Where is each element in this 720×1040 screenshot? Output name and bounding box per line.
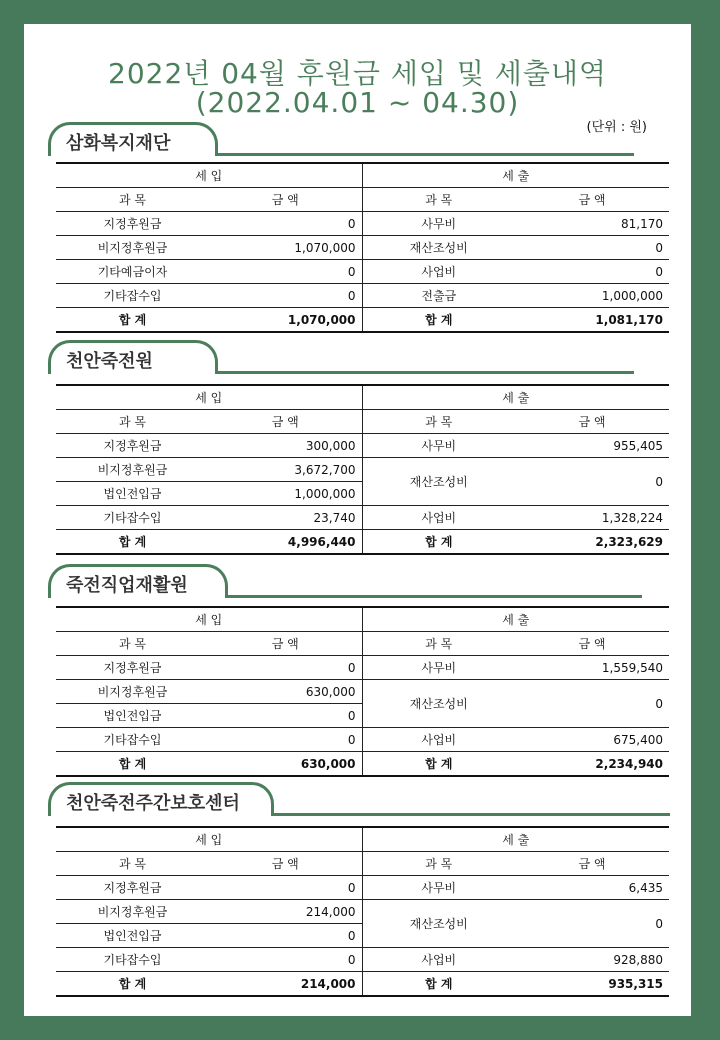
cell: 사업비 xyxy=(362,260,515,284)
total-label: 합 계 xyxy=(362,752,515,777)
table-row xyxy=(56,948,669,972)
col-amount: 금 액 xyxy=(515,852,669,876)
document-title: 2022년 04월 후원금 세입 및 세출내역 xyxy=(108,57,607,90)
total-label: 합 계 xyxy=(56,308,209,333)
table-row xyxy=(56,236,669,260)
cell: 0 xyxy=(209,212,362,236)
cell: 법인전입금 xyxy=(56,482,209,506)
cell: 3,672,700 xyxy=(209,458,362,482)
section-tab xyxy=(48,122,218,154)
table-row xyxy=(56,876,669,900)
cell: 재산조성비 xyxy=(362,680,515,728)
budget-table xyxy=(56,826,669,997)
section-tab xyxy=(48,340,218,372)
section-title: 죽전직업재활원 xyxy=(66,575,188,596)
col-amount: 금 액 xyxy=(209,410,362,434)
cell: 0 xyxy=(209,656,362,680)
col-subject: 과 목 xyxy=(56,852,209,876)
cell: 0 xyxy=(209,704,362,728)
table-row xyxy=(56,284,669,308)
total-label: 합 계 xyxy=(56,752,209,777)
income-header: 세 입 xyxy=(56,163,362,188)
cell: 재산조성비 xyxy=(362,900,515,948)
cell: 기타잡수입 xyxy=(56,728,209,752)
col-subject: 과 목 xyxy=(362,410,515,434)
cell: 사무비 xyxy=(362,876,515,900)
total-label: 합 계 xyxy=(362,972,515,997)
cell: 0 xyxy=(515,458,669,506)
section-tab xyxy=(48,782,274,814)
unit-label: (단위 : 원) xyxy=(586,120,647,135)
col-amount: 금 액 xyxy=(209,852,362,876)
cell: 기타잡수입 xyxy=(56,506,209,530)
cell: 기타잡수입 xyxy=(56,948,209,972)
cell: 비지정후원금 xyxy=(56,900,209,924)
table-row xyxy=(56,434,669,458)
cell: 955,405 xyxy=(515,434,669,458)
cell: 법인전입금 xyxy=(56,704,209,728)
cell: 0 xyxy=(515,260,669,284)
total-row xyxy=(56,530,669,555)
section-tab xyxy=(48,564,228,596)
income-total: 630,000 xyxy=(209,752,362,777)
expense-total: 2,234,940 xyxy=(515,752,669,777)
income-total: 214,000 xyxy=(209,972,362,997)
cell: 0 xyxy=(209,876,362,900)
cell: 0 xyxy=(515,900,669,948)
cell: 지정후원금 xyxy=(56,434,209,458)
budget-table xyxy=(56,384,669,555)
col-amount: 금 액 xyxy=(209,632,362,656)
table-row xyxy=(56,506,669,530)
cell: 1,000,000 xyxy=(515,284,669,308)
col-subject: 과 목 xyxy=(362,852,515,876)
table-row xyxy=(56,900,669,924)
cell: 675,400 xyxy=(515,728,669,752)
income-header: 세 입 xyxy=(56,607,362,632)
table-row xyxy=(56,212,669,236)
col-amount: 금 액 xyxy=(515,410,669,434)
cell: 사업비 xyxy=(362,728,515,752)
income-total: 4,996,440 xyxy=(209,530,362,555)
cell: 사업비 xyxy=(362,948,515,972)
income-header: 세 입 xyxy=(56,827,362,852)
cell: 기타잡수입 xyxy=(56,284,209,308)
cell: 0 xyxy=(209,948,362,972)
cell: 630,000 xyxy=(209,680,362,704)
cell: 1,559,540 xyxy=(515,656,669,680)
total-row xyxy=(56,972,669,997)
cell: 0 xyxy=(209,924,362,948)
expense-header: 세 출 xyxy=(362,385,669,410)
expense-header: 세 출 xyxy=(362,163,669,188)
cell: 사무비 xyxy=(362,212,515,236)
table-row xyxy=(56,458,669,482)
total-label: 합 계 xyxy=(56,530,209,555)
col-subject: 과 목 xyxy=(362,632,515,656)
col-amount: 금 액 xyxy=(515,188,669,212)
cell: 사무비 xyxy=(362,656,515,680)
cell: 6,435 xyxy=(515,876,669,900)
section-title: 천안죽전원 xyxy=(66,351,153,372)
col-subject: 과 목 xyxy=(362,188,515,212)
cell: 0 xyxy=(209,284,362,308)
total-row xyxy=(56,308,669,333)
cell: 214,000 xyxy=(209,900,362,924)
document-page xyxy=(24,24,691,1016)
cell: 1,000,000 xyxy=(209,482,362,506)
cell: 비지정후원금 xyxy=(56,458,209,482)
cell: 928,880 xyxy=(515,948,669,972)
cell: 0 xyxy=(209,260,362,284)
total-label: 합 계 xyxy=(56,972,209,997)
total-row xyxy=(56,752,669,777)
col-subject: 과 목 xyxy=(56,188,209,212)
total-label: 합 계 xyxy=(362,530,515,555)
cell: 사업비 xyxy=(362,506,515,530)
expense-header: 세 출 xyxy=(362,827,669,852)
cell: 1,328,224 xyxy=(515,506,669,530)
col-amount: 금 액 xyxy=(515,632,669,656)
expense-total: 1,081,170 xyxy=(515,308,669,333)
income-total: 1,070,000 xyxy=(209,308,362,333)
cell: 법인전입금 xyxy=(56,924,209,948)
budget-table xyxy=(56,162,669,333)
cell: 0 xyxy=(515,680,669,728)
cell: 사무비 xyxy=(362,434,515,458)
cell: 0 xyxy=(209,728,362,752)
expense-total: 935,315 xyxy=(515,972,669,997)
cell: 기타예금이자 xyxy=(56,260,209,284)
cell: 300,000 xyxy=(209,434,362,458)
total-label: 합 계 xyxy=(362,308,515,333)
section-title: 삼화복지재단 xyxy=(66,133,171,154)
cell: 재산조성비 xyxy=(362,458,515,506)
cell: 비지정후원금 xyxy=(56,680,209,704)
table-row xyxy=(56,728,669,752)
col-subject: 과 목 xyxy=(56,632,209,656)
col-subject: 과 목 xyxy=(56,410,209,434)
cell: 0 xyxy=(515,236,669,260)
cell: 23,740 xyxy=(209,506,362,530)
budget-table xyxy=(56,606,669,777)
cell: 지정후원금 xyxy=(56,876,209,900)
cell: 전출금 xyxy=(362,284,515,308)
document-period: (2022.04.01 ~ 04.30) xyxy=(195,86,520,119)
cell: 재산조성비 xyxy=(362,236,515,260)
income-header: 세 입 xyxy=(56,385,362,410)
col-amount: 금 액 xyxy=(209,188,362,212)
table-row xyxy=(56,656,669,680)
cell: 1,070,000 xyxy=(209,236,362,260)
section-title: 천안죽전주간보호센터 xyxy=(66,793,240,814)
cell: 지정후원금 xyxy=(56,656,209,680)
table-row xyxy=(56,680,669,704)
table-row xyxy=(56,260,669,284)
cell: 지정후원금 xyxy=(56,212,209,236)
expense-header: 세 출 xyxy=(362,607,669,632)
cell: 비지정후원금 xyxy=(56,236,209,260)
cell: 81,170 xyxy=(515,212,669,236)
expense-total: 2,323,629 xyxy=(515,530,669,555)
